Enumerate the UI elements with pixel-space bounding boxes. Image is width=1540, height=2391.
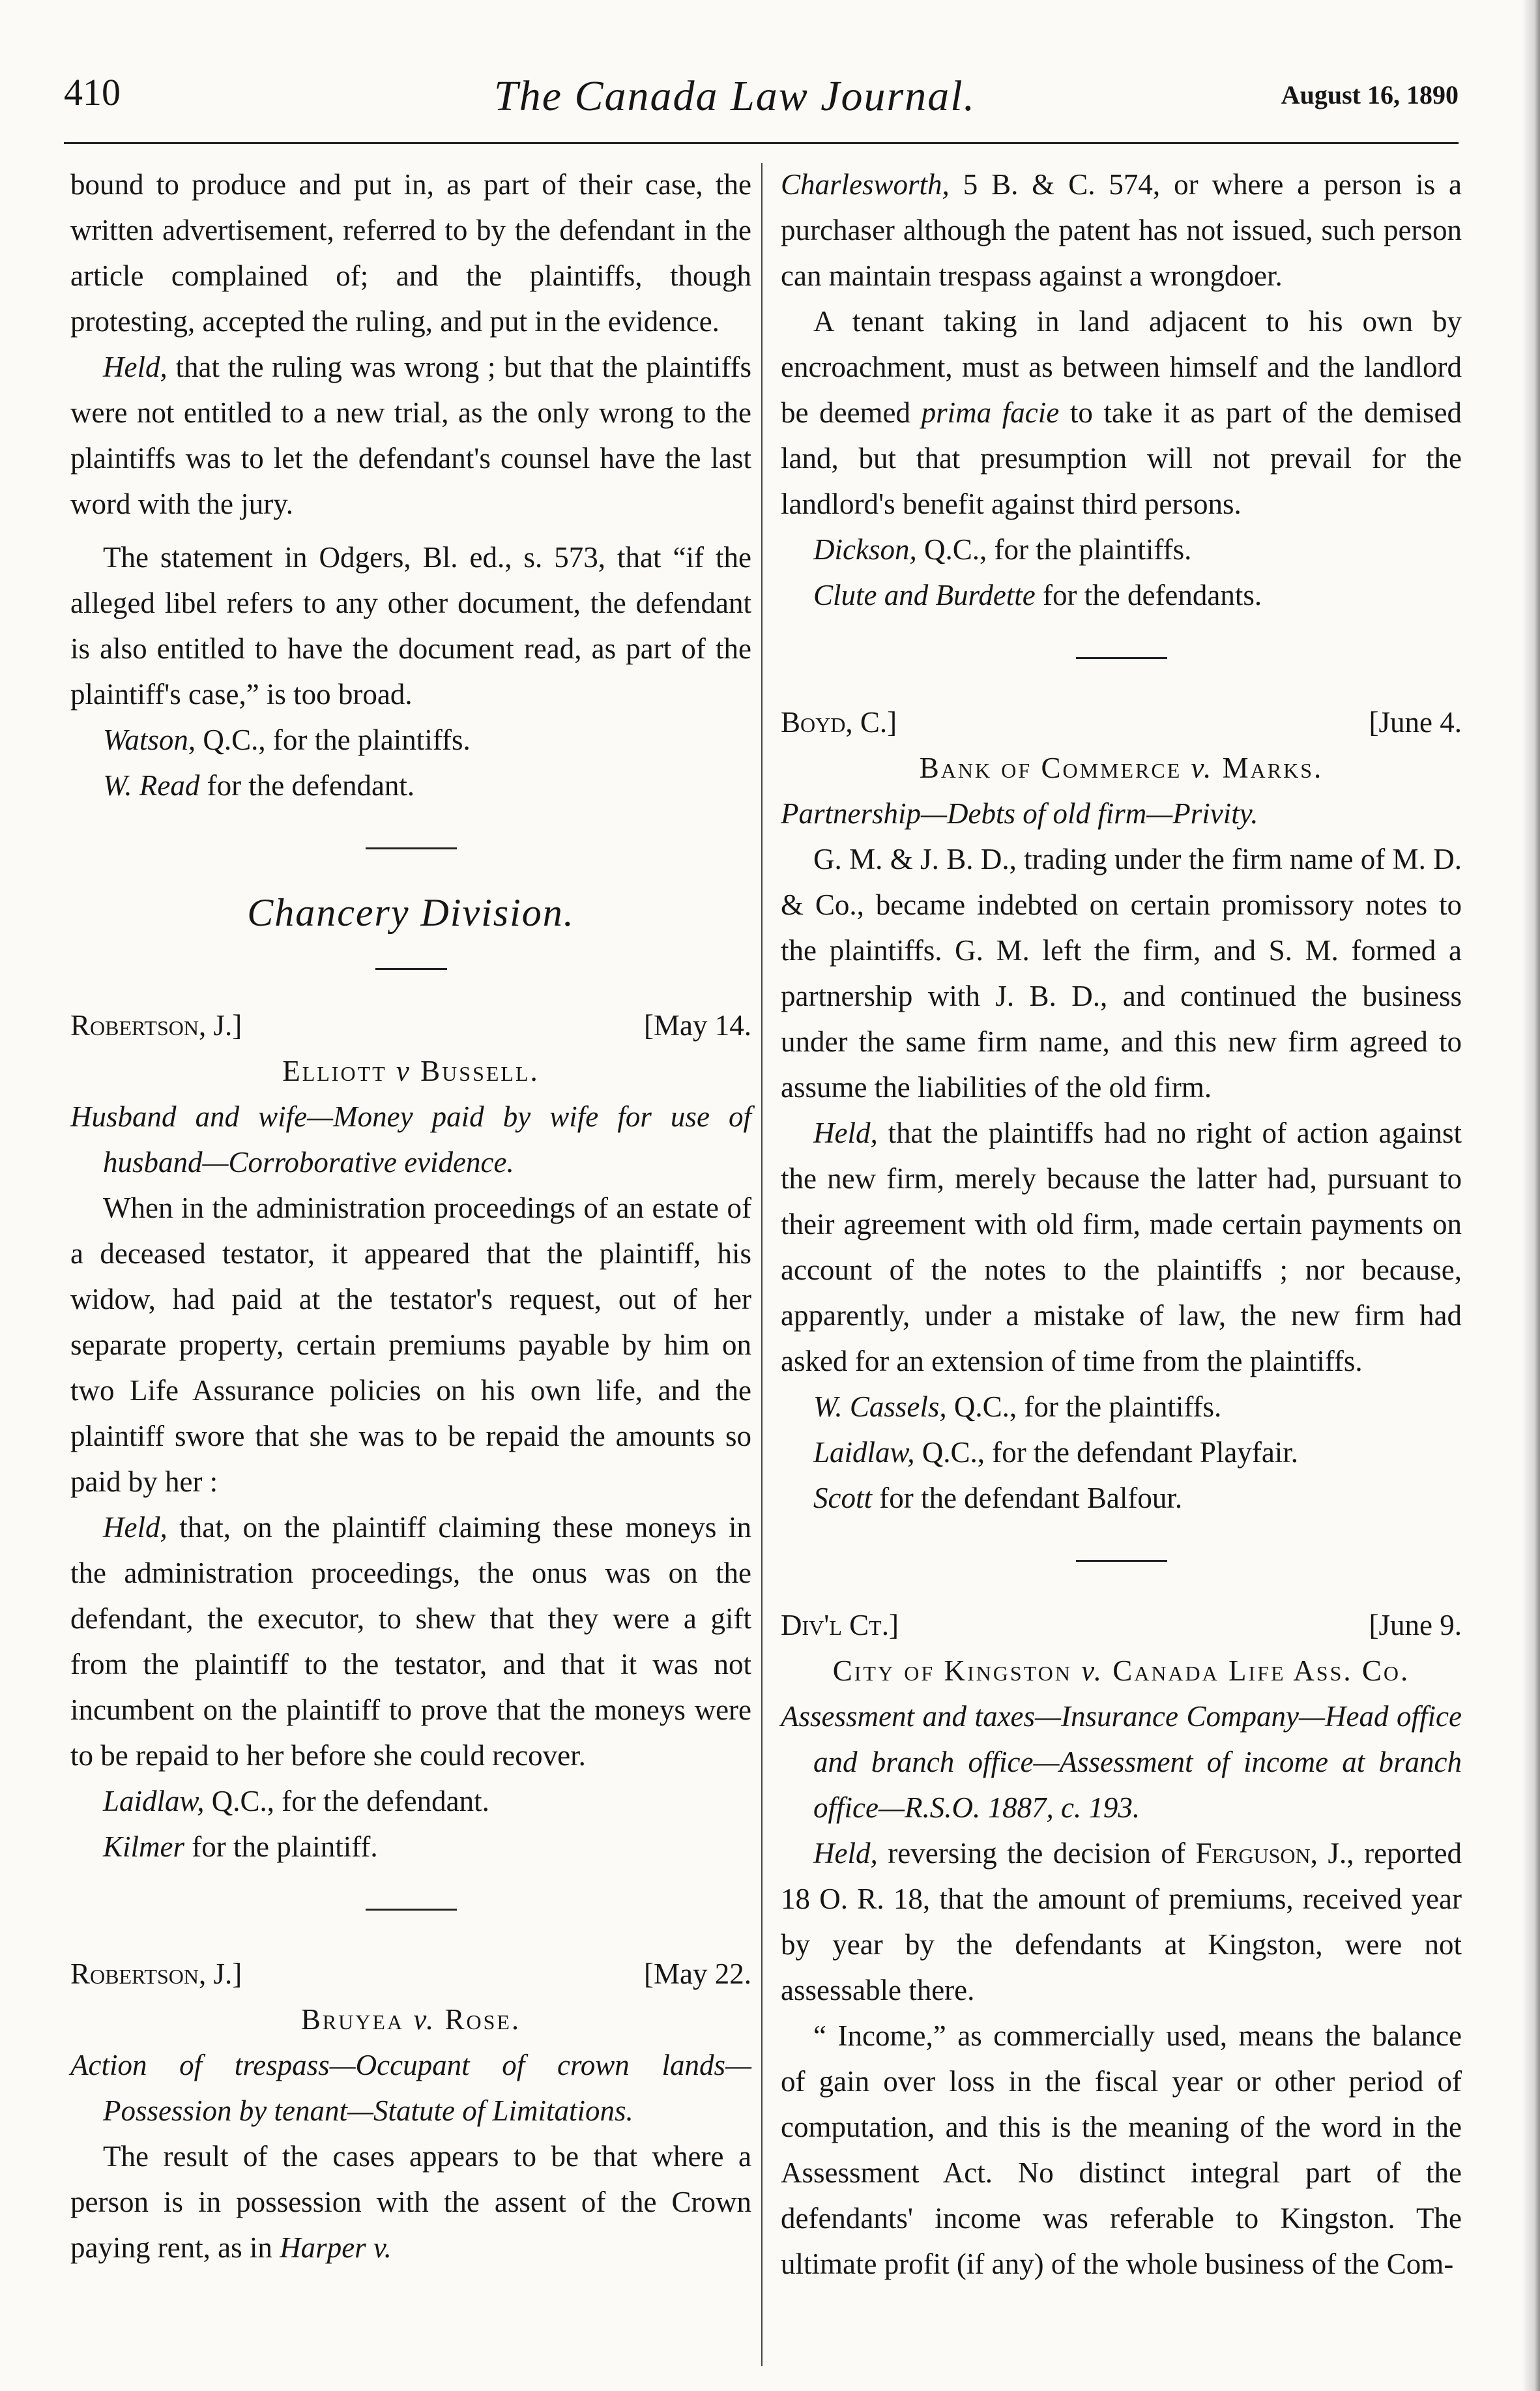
case-title: Elliott v Bussell.: [282, 1055, 540, 1087]
counsel-line: Dickson, Q.C., for the plaintiffs.: [813, 533, 1192, 566]
page-binding-shadow: [1522, 0, 1540, 2391]
paragraph: G. M. & J. B. D., trading under the firm name of M. D. & Co., became indebted on certain promissory notes to the plaintiffs. G. M. left the firm, and S. M. formed a partnership with J. B. D., and continued the business under the same firm name, and this new firm agreed to assume the liabilities of the old firm.: [781, 843, 1462, 1104]
paragraph: Held, that the plaintiffs had no right of action against the new firm, merely because the latter had, pursuant to their agreement with old firm, made certain payments on account of the notes to the plaintiffs ; nor because, apparently, under a mistake of law, the new firm had asked for an extension of time from the plaintiffs.: [781, 1117, 1462, 1377]
journal-title: The Canada Law Journal.: [494, 72, 976, 120]
case-date: [June 4.: [1369, 706, 1462, 739]
case-header: [781, 1602, 1462, 1648]
paragraph: Held, reversing the decision of Ferguson, J., reported 18 O. R. 18, that the amount of premiums, received year by year by the defendants at Kingston, were not assessable there.: [781, 1837, 1462, 2006]
counsel-line: Laidlaw, Q.C., for the defendant.: [103, 1785, 489, 1817]
case-date: [May 22.: [644, 1958, 751, 1990]
paragraph: Held, that the ruling was wrong ; but that the plaintiffs were not entitled to a new trial, as the only wrong to the plaintiffs was to let the defendant's counsel have the last word with the jury.: [70, 351, 751, 520]
division-heading: Chancery Division.: [247, 891, 575, 934]
right-column: [781, 162, 1462, 2287]
case-subject: Assessment and taxes—Insurance Company—Head office and branch office—Assessment of income at branch office—R.S.O. 1887, c. 193.: [781, 1700, 1462, 1824]
counsel-line: Kilmer for the plaintiff.: [103, 1830, 378, 1863]
counsel-line: Clute and Burdette for the defendants.: [813, 579, 1262, 611]
counsel-line: Watson, Q.C., for the plaintiffs.: [103, 724, 471, 756]
case-judge: Div'l Ct.]: [781, 1609, 899, 1641]
counsel-line: W. Read for the defendant.: [103, 769, 415, 802]
case-header: [781, 699, 1462, 745]
header-rule: [64, 142, 1459, 144]
paragraph: The result of the cases appears to be that where a person is in possession with the assent of the Crown paying rent, as in Harper v.: [70, 2140, 751, 2264]
page-header: [64, 65, 1459, 137]
left-column: [70, 162, 751, 2270]
paragraph: The statement in Odgers, Bl. ed., s. 573, that “if the alleged libel refers to any other document, the defendant is also entitled to have the document read, as part of the plaintiff's case,” is too broad.: [70, 541, 751, 711]
section-rule: [1076, 657, 1167, 659]
case-judge: Robertson, J.]: [70, 1958, 242, 1990]
case-date: [June 9.: [1369, 1609, 1462, 1641]
column-divider: [761, 163, 763, 2366]
case-header: [70, 1951, 751, 1997]
case-title: Bruyea v. Rose.: [300, 2003, 521, 2036]
case-subject: Husband and wife—Money paid by wife for use of husband—Corroborative evidence.: [70, 1100, 751, 1179]
paragraph: bound to produce and put in, as part of their case, the written advertisement, referred to by the defendant in the article complained of; and the plaintiffs, though protesting, accepted the ruling, and put in the evidence.: [70, 168, 751, 338]
paragraph: “ Income,” as commercially used, means the balance of gain over loss in the fiscal year or other period of computation, and this is the meaning of the word in the Assessment Act. No distinct integral part of the defendants' income was referable to Kingston. The ultimate profit (if any) of the whole business of the Com-: [781, 2019, 1462, 2280]
issue-date: August 16, 1890: [1281, 80, 1459, 110]
case-title: Bank of Commerce v. Marks.: [919, 752, 1324, 784]
case-header: [70, 1003, 751, 1048]
counsel-line: Laidlaw, Q.C., for the defendant Playfair.: [813, 1436, 1299, 1469]
section-rule: [1076, 1560, 1167, 1562]
paragraph: Charlesworth, 5 B. & C. 574, or where a person is a purchaser although the patent has not issued, such person can maintain trespass against a wrongdoer.: [781, 168, 1462, 292]
case-subject: Partnership—Debts of old firm—Privity.: [781, 797, 1258, 830]
page-number: 410: [64, 71, 121, 113]
section-rule: [366, 847, 457, 849]
section-rule: [366, 1909, 457, 1911]
case-date: [May 14.: [644, 1009, 751, 1042]
section-rule: [375, 968, 447, 970]
case-judge: Robertson, J.]: [70, 1009, 242, 1042]
paragraph: Held, that, on the plaintiff claiming these moneys in the administration proceedings, the onus was on the defendant, the executor, to shew that they were a gift from the plaintiff to the testator, and that it was not incumbent on the plaintiff to prove that the moneys were to be repaid to her before she could recover.: [70, 1511, 751, 1772]
counsel-line: W. Cassels, Q.C., for the plaintiffs.: [813, 1390, 1222, 1423]
case-subject: Action of trespass—Occupant of crown lands—Possession by tenant—Statute of Limitations.: [70, 2049, 751, 2127]
paragraph: When in the administration proceedings of an estate of a deceased testator, it appeared that the plaintiff, his widow, had paid at the testator's request, out of her separate property, certain premiums payable by him on two Life Assurance policies on his own life, and the plaintiff swore that she was to be repaid the amounts so paid by her :: [70, 1192, 751, 1498]
case-judge: Boyd, C.]: [781, 706, 897, 739]
paragraph: A tenant taking in land adjacent to his own by encroachment, must as between himself and the landlord be deemed prima facie to take it as part of the demised land, but that presumption will not prevail for the landlord's benefit against third persons.: [781, 305, 1462, 520]
case-title: City of Kingston v. Canada Life Ass. Co.: [832, 1654, 1410, 1687]
counsel-line: Scott for the defendant Balfour.: [813, 1482, 1183, 1514]
